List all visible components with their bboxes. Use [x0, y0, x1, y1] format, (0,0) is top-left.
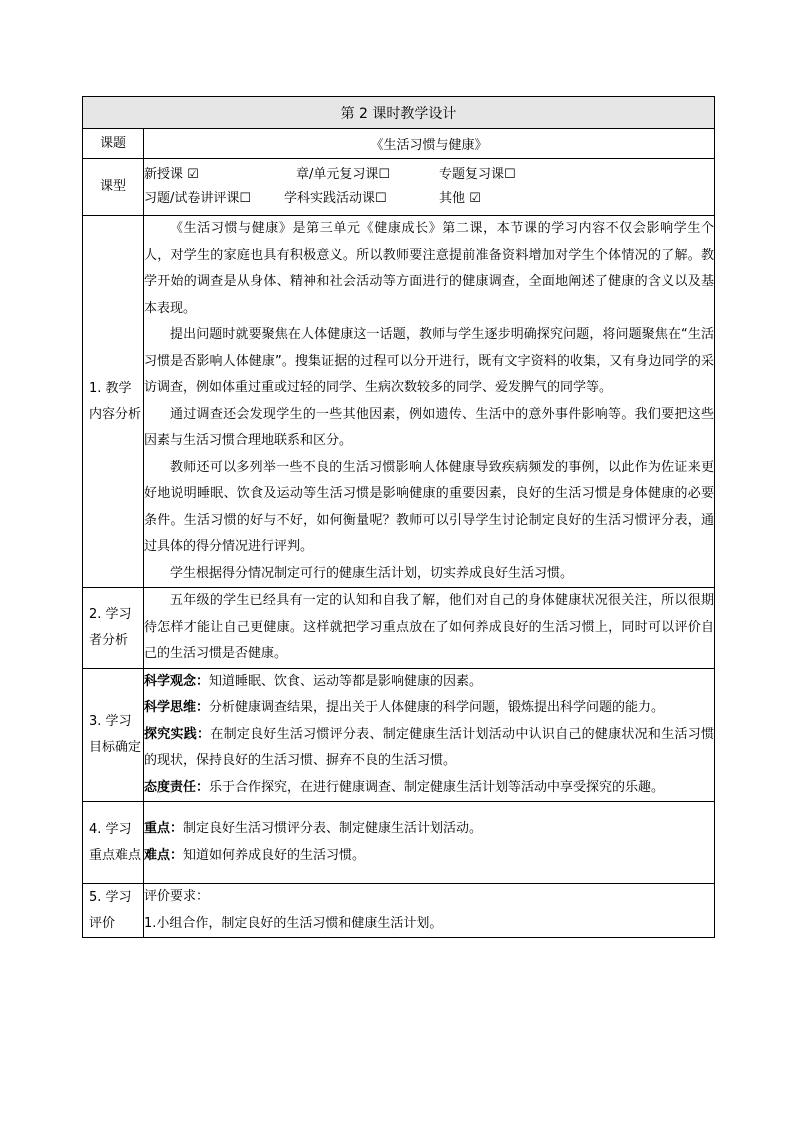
- key-points-label: 4. 学习重点难点: [83, 802, 144, 884]
- option-practice-activity: 学科实践活动课☐: [284, 191, 387, 206]
- topic-label: 课题: [83, 129, 144, 159]
- objective-item: [144, 695, 714, 722]
- title-row: [83, 97, 715, 129]
- key-points-body: [144, 802, 715, 884]
- evaluation-label: 5. 学习评价: [83, 884, 144, 938]
- topic-row: [83, 129, 715, 159]
- learner-paragraph: 五年级的学生已经具有一定的认知和自我了解，他们对自己的身体健康状况很关注，所以很期待怎样才能让自己更健康。这样就把学习重点放在了如何养成良好的生活习惯上，同时可以评价自己的生活习惯是否健康。: [144, 593, 714, 661]
- evaluation-line: 1.小组合作，制定良好的生活习惯和健康生活计划。: [144, 915, 443, 931]
- key-point-text: 制定良好生活习惯评分表、制定健康生活计划活动。: [183, 821, 483, 836]
- table-title: 第 2 课时教学设计: [83, 97, 715, 129]
- objective-text: 在制定良好生活习惯评分表、制定健康生活计划活动中认识自己的健康状况和生活习惯的现状，保持良好的生活习惯、摒弃不良的生活习惯。: [144, 726, 714, 768]
- lesson-plan-table: [82, 96, 715, 938]
- content-analysis-row: [83, 216, 715, 588]
- course-type-label: 课型: [83, 159, 144, 216]
- content-analysis-label: 1. 教学内容分析: [83, 216, 144, 588]
- objectives-label: 3. 学习目标确定: [83, 668, 144, 802]
- objective-item: [144, 722, 714, 775]
- content-paragraph: 教师还可以多列举一些不良的生活习惯影响人体健康导致疾病频发的事例，以此作为佐证来更好地说明睡眠、饮食及运动等生活习惯是影响健康的重要因素，良好的生活习惯是身体健康的必要条件。生活习惯的好与不好，如何衡量呢？教师可以引导学生讨论制定良好的生活习惯评分表，通过具体的得分情况进行评判。: [144, 459, 714, 554]
- key-point-key: 重点：: [144, 821, 184, 836]
- content-paragraph: 学生根据得分情况制定可行的健康生活计划，切实养成良好生活习惯。: [170, 565, 574, 581]
- key-points-row: [83, 802, 715, 884]
- content-paragraph: 提出问题时就要聚焦在人体健康这一话题，教师与学生逐步明确探究问题，将问题聚焦在“生活习惯是否影响人体健康”。搜集证据的过程可以分开进行，既有文字资料的收集，又有身边同学的采访调查，例如体重过重或过轻的同学、生病次数较多的同学、爱发脾气的同学等。: [144, 327, 714, 395]
- evaluation-line: 评价要求：: [144, 889, 210, 904]
- objective-text: 知道睡眠、饮食、运动等都是影响健康的因素。: [209, 673, 483, 689]
- learner-analysis-body: [144, 588, 715, 669]
- objective-text: 分析健康调查结果，提出关于人体健康的科学问题，锻炼提出科学问题的能力。: [209, 700, 665, 715]
- content-paragraph: 通过调查还会发现学生的一些其他因素，例如遗传、生活中的意外事件影响等。我们要把这些因素与生活习惯合理地联系和区分。: [144, 406, 714, 448]
- option-unit-review: 章/单元复习课☐: [296, 167, 391, 182]
- objective-item: [144, 775, 714, 802]
- objective-text: 乐于合作探究，在进行健康调查、制定健康生活计划等活动中享受探究的乐趣。: [209, 779, 665, 795]
- key-point-item: [144, 843, 714, 870]
- key-point-item: [144, 816, 714, 843]
- objective-item: [144, 669, 714, 696]
- content-analysis-body: [144, 216, 715, 588]
- option-exercise-review: 习题/试卷讲评课☐: [144, 191, 252, 206]
- course-type-line-2: [144, 187, 714, 211]
- course-type-line-1: [144, 163, 714, 187]
- objective-key: 态度责任：: [144, 779, 210, 795]
- option-new-lesson: 新授课 ☑: [144, 167, 199, 182]
- key-point-key: 难点：: [144, 847, 184, 863]
- objectives-body: [144, 668, 715, 802]
- objective-key: 科学思维：: [144, 700, 210, 715]
- objectives-row: [83, 668, 715, 802]
- course-type-row: [83, 159, 715, 216]
- content-paragraph: 《生活习惯与健康》是第三单元《健康成长》第二课，本节课的学习内容不仅会影响学生个人，对学生的家庭也具有积极意义。所以教师要注意提前准备资料增加对学生个体情况的了解。教学开始的调查是从身体、精神和社会活动等方面进行的健康调查，全面地阐述了健康的含义以及基本表现。: [144, 221, 714, 316]
- course-type-options: [144, 159, 715, 216]
- option-topic-review: 专题复习课☐: [439, 167, 516, 182]
- objective-key: 探究实践：: [144, 726, 211, 742]
- evaluation-body: [144, 884, 715, 938]
- key-point-text: 知道如何养成良好的生活习惯。: [183, 847, 366, 863]
- learner-analysis-label: 2. 学习者分析: [83, 588, 144, 669]
- objective-key: 科学观念：: [144, 673, 210, 689]
- learner-analysis-row: [83, 588, 715, 669]
- option-other: 其他 ☑: [439, 191, 481, 206]
- topic-value: 《生活习惯与健康》: [144, 129, 715, 159]
- evaluation-row: [83, 884, 715, 938]
